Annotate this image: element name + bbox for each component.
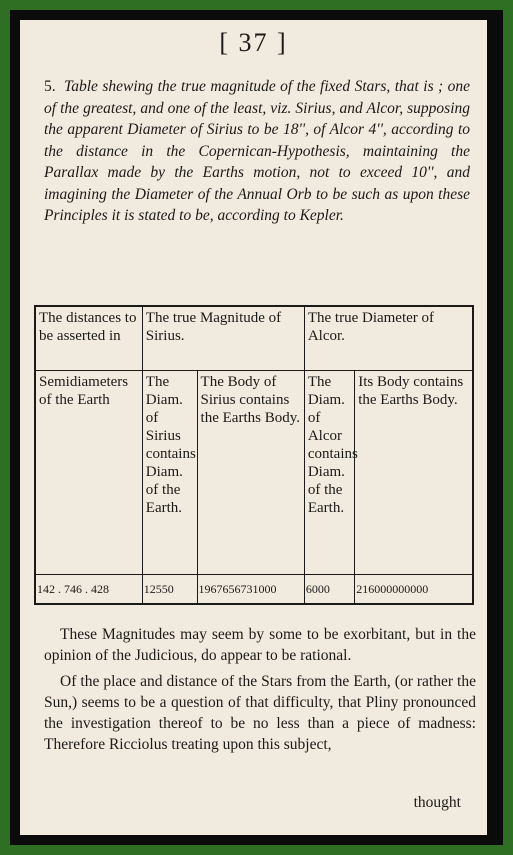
book-page (20, 20, 487, 835)
body-text (44, 624, 476, 760)
heading-text: Table shewing the true magnitude of the fixed Stars, that is ; one of the greatest, and one of the least, viz. Sirius, and Alcor, supposing the apparent Diameter of Sirius to be 18'', of Alcor 4'', according to the distance in the Copernican-Hypothesis, maintaining the Parallax made by the Earths motion, not to exceed 10'', and imagining the Diameter of the Annual Orb to be such as upon these Principles it is stated to be, according to Kepler. (44, 78, 470, 224)
catchword: thought (413, 794, 461, 811)
cell-sirius-diam: The Diam. of Sirius contains Diam. of the Earth. (142, 371, 197, 575)
page-number: [ 37 ] (219, 28, 288, 57)
header-distances: The distances to be asserted in (35, 306, 142, 371)
header-alcor: The true Diameter of Alcor. (304, 306, 473, 371)
cell-sirius-body: The Body of Sirius contains the Earths Body. (197, 371, 304, 575)
value-sirius-body: 1967656731000 (197, 575, 304, 605)
header-sirius: The true Magnitude of Sirius. (142, 306, 304, 371)
table-heading (44, 76, 470, 227)
paragraph: Of the place and distance of the Stars from the Earth, (or rather the Sun,) seems to be a question of that difficulty, that Pliny pronounced the investigation thereof to be no less than a piece of madness: Therefore Ricciolus treating upon this subject, (44, 673, 476, 753)
section-number: 5. (44, 78, 56, 95)
cell-semidiameters: Semidiameters of the Earth (35, 371, 142, 575)
cell-alcor-body: Its Body contains the Earths Body. (355, 371, 473, 575)
cell-alcor-diam: The Diam. of Alcor contains Diam. of the Earth. (304, 371, 354, 575)
value-sirius-diam: 12550 (142, 575, 197, 605)
value-distance: 142 . 746 . 428 (35, 575, 142, 605)
value-alcor-diam: 6000 (304, 575, 354, 605)
paragraph: These Magnitudes may seem by some to be exorbitant, but in the opinion of the Judicious, do appear to be rational. (44, 626, 476, 664)
magnitude-table (34, 305, 474, 605)
value-alcor-body: 216000000000 (355, 575, 473, 605)
